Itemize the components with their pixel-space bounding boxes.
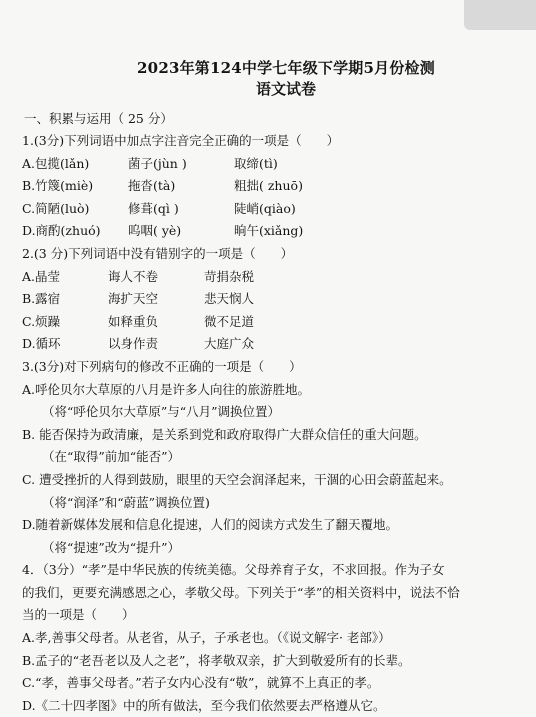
option-item: D.循环 [22, 336, 61, 352]
option-item: 拖沓(tà) [128, 178, 176, 194]
question-1-option-d [22, 220, 522, 243]
question-2-option-c [22, 311, 522, 334]
option-item: 海扩天空 [108, 291, 159, 307]
option-item: 诲人不卷 [108, 268, 159, 284]
question-4-stem-line-2: 的我们，更要充满感恩之心，孝敬父母。下列关于“孝”的相关资料中，说法不恰 [22, 584, 460, 600]
exam-subtitle: 语文试卷 [255, 80, 316, 98]
question-1-stem: 1.(3分)下列词语中加点字注音完全正确的一项是（ ） [22, 133, 340, 148]
question-3-option-b: B. 能否保持为政清廉，是关系到党和政府取得广大群众信任的重大问题。 [22, 426, 427, 442]
question-3-option-b-note: （在“取得”前加“能否”） [42, 449, 181, 465]
option-item: D.商酌(zhuó) [22, 223, 101, 239]
question-2-option-d [22, 333, 522, 356]
option-item: 晌午(xiǎng) [234, 223, 304, 239]
option-item: 菌子(jùn ) [128, 155, 187, 171]
question-2-stem: 2.(3 分)下列词语中没有错别字的一项是（ ） [22, 245, 294, 261]
option-item: 苛捐杂税 [204, 268, 255, 284]
question-4-option-c: C.“孝，善事父母者。”若子女内心没有“敬”，就算不上真正的孝。 [22, 675, 380, 691]
question-1-option-c [22, 198, 522, 221]
question-4-option-b: B.孟子的“老吾老以及人之老”，将孝敬双亲，扩大到敬爱所有的长辈。 [22, 652, 411, 668]
option-item: A.晶莹 [22, 268, 61, 284]
option-item: 呜咽( yè) [128, 223, 182, 239]
question-3-option-a-note: （将“呼伦贝尔大草原”与“八月”调换位置） [42, 404, 281, 420]
question-4-option-d: D.《二十四孝图》中的所有做法，至今我们依然要去严格遵从它。 [22, 697, 386, 713]
option-item: 以身作责 [108, 336, 159, 352]
option-item: 悲天悯人 [204, 291, 255, 307]
question-4-stem-line-1: 4．（3分）“孝”是中华民族的传统美德。父母养育子女，不求回报。作为子女 [22, 562, 445, 578]
question-3-stem: 3.(3分)对下列病句的修改不正确的一项是（ ） [22, 358, 302, 374]
option-item: B.竹篾(miè) [22, 178, 94, 194]
option-item: 如释重负 [108, 313, 159, 329]
section-heading: 一、积累与运用（ 25 分） [24, 111, 173, 126]
question-2-option-a [22, 266, 522, 289]
question-3-option-a: A.呼伦贝尔大草原的八月是许多人向往的旅游胜地。 [22, 381, 311, 397]
question-1-option-b [22, 175, 522, 198]
question-3-option-c: C. 遭受挫折的人得到鼓励，眼里的天空会润泽起来，干涸的心田会蔚蓝起来。 [22, 471, 452, 487]
option-item: 修葺(qì ) [128, 200, 179, 216]
option-item: C.烦躁 [22, 313, 61, 329]
question-4-option-a: A.孝,善事父母者。从老省，从子，子承老也。（《说文解字· 老部》） [22, 630, 391, 646]
question-3-option-d: D.随着新媒体发展和信息化提速，人们的阅读方式发生了翻天覆地。 [22, 517, 399, 533]
option-item: A.包揽(lǎn) [22, 155, 90, 171]
option-item: 微不足道 [204, 313, 255, 329]
option-item: 粗拙( zhuō) [234, 178, 303, 194]
option-item: B.露宿 [22, 291, 61, 307]
option-item: 陡峭(qiào) [234, 200, 296, 216]
question-4-stem-line-3: 当的一项是（ ） [22, 607, 135, 623]
question-1-option-a [22, 153, 522, 176]
question-3-option-d-note: （将“提速”改为“提升”） [42, 539, 181, 555]
option-item: C.简陋(luò) [22, 200, 90, 216]
question-2-option-b [22, 288, 522, 311]
exam-page [22, 58, 522, 717]
exam-title: 2023年第124中学七年级下学期5月份检测 [137, 59, 435, 77]
question-3-option-c-note: （将“润泽”和“蔚蓝”调换位置) [42, 494, 210, 510]
option-item: 取缔(tì) [234, 155, 278, 171]
scan-corner-shadow [464, 0, 536, 30]
option-item: 大庭广众 [204, 336, 255, 352]
